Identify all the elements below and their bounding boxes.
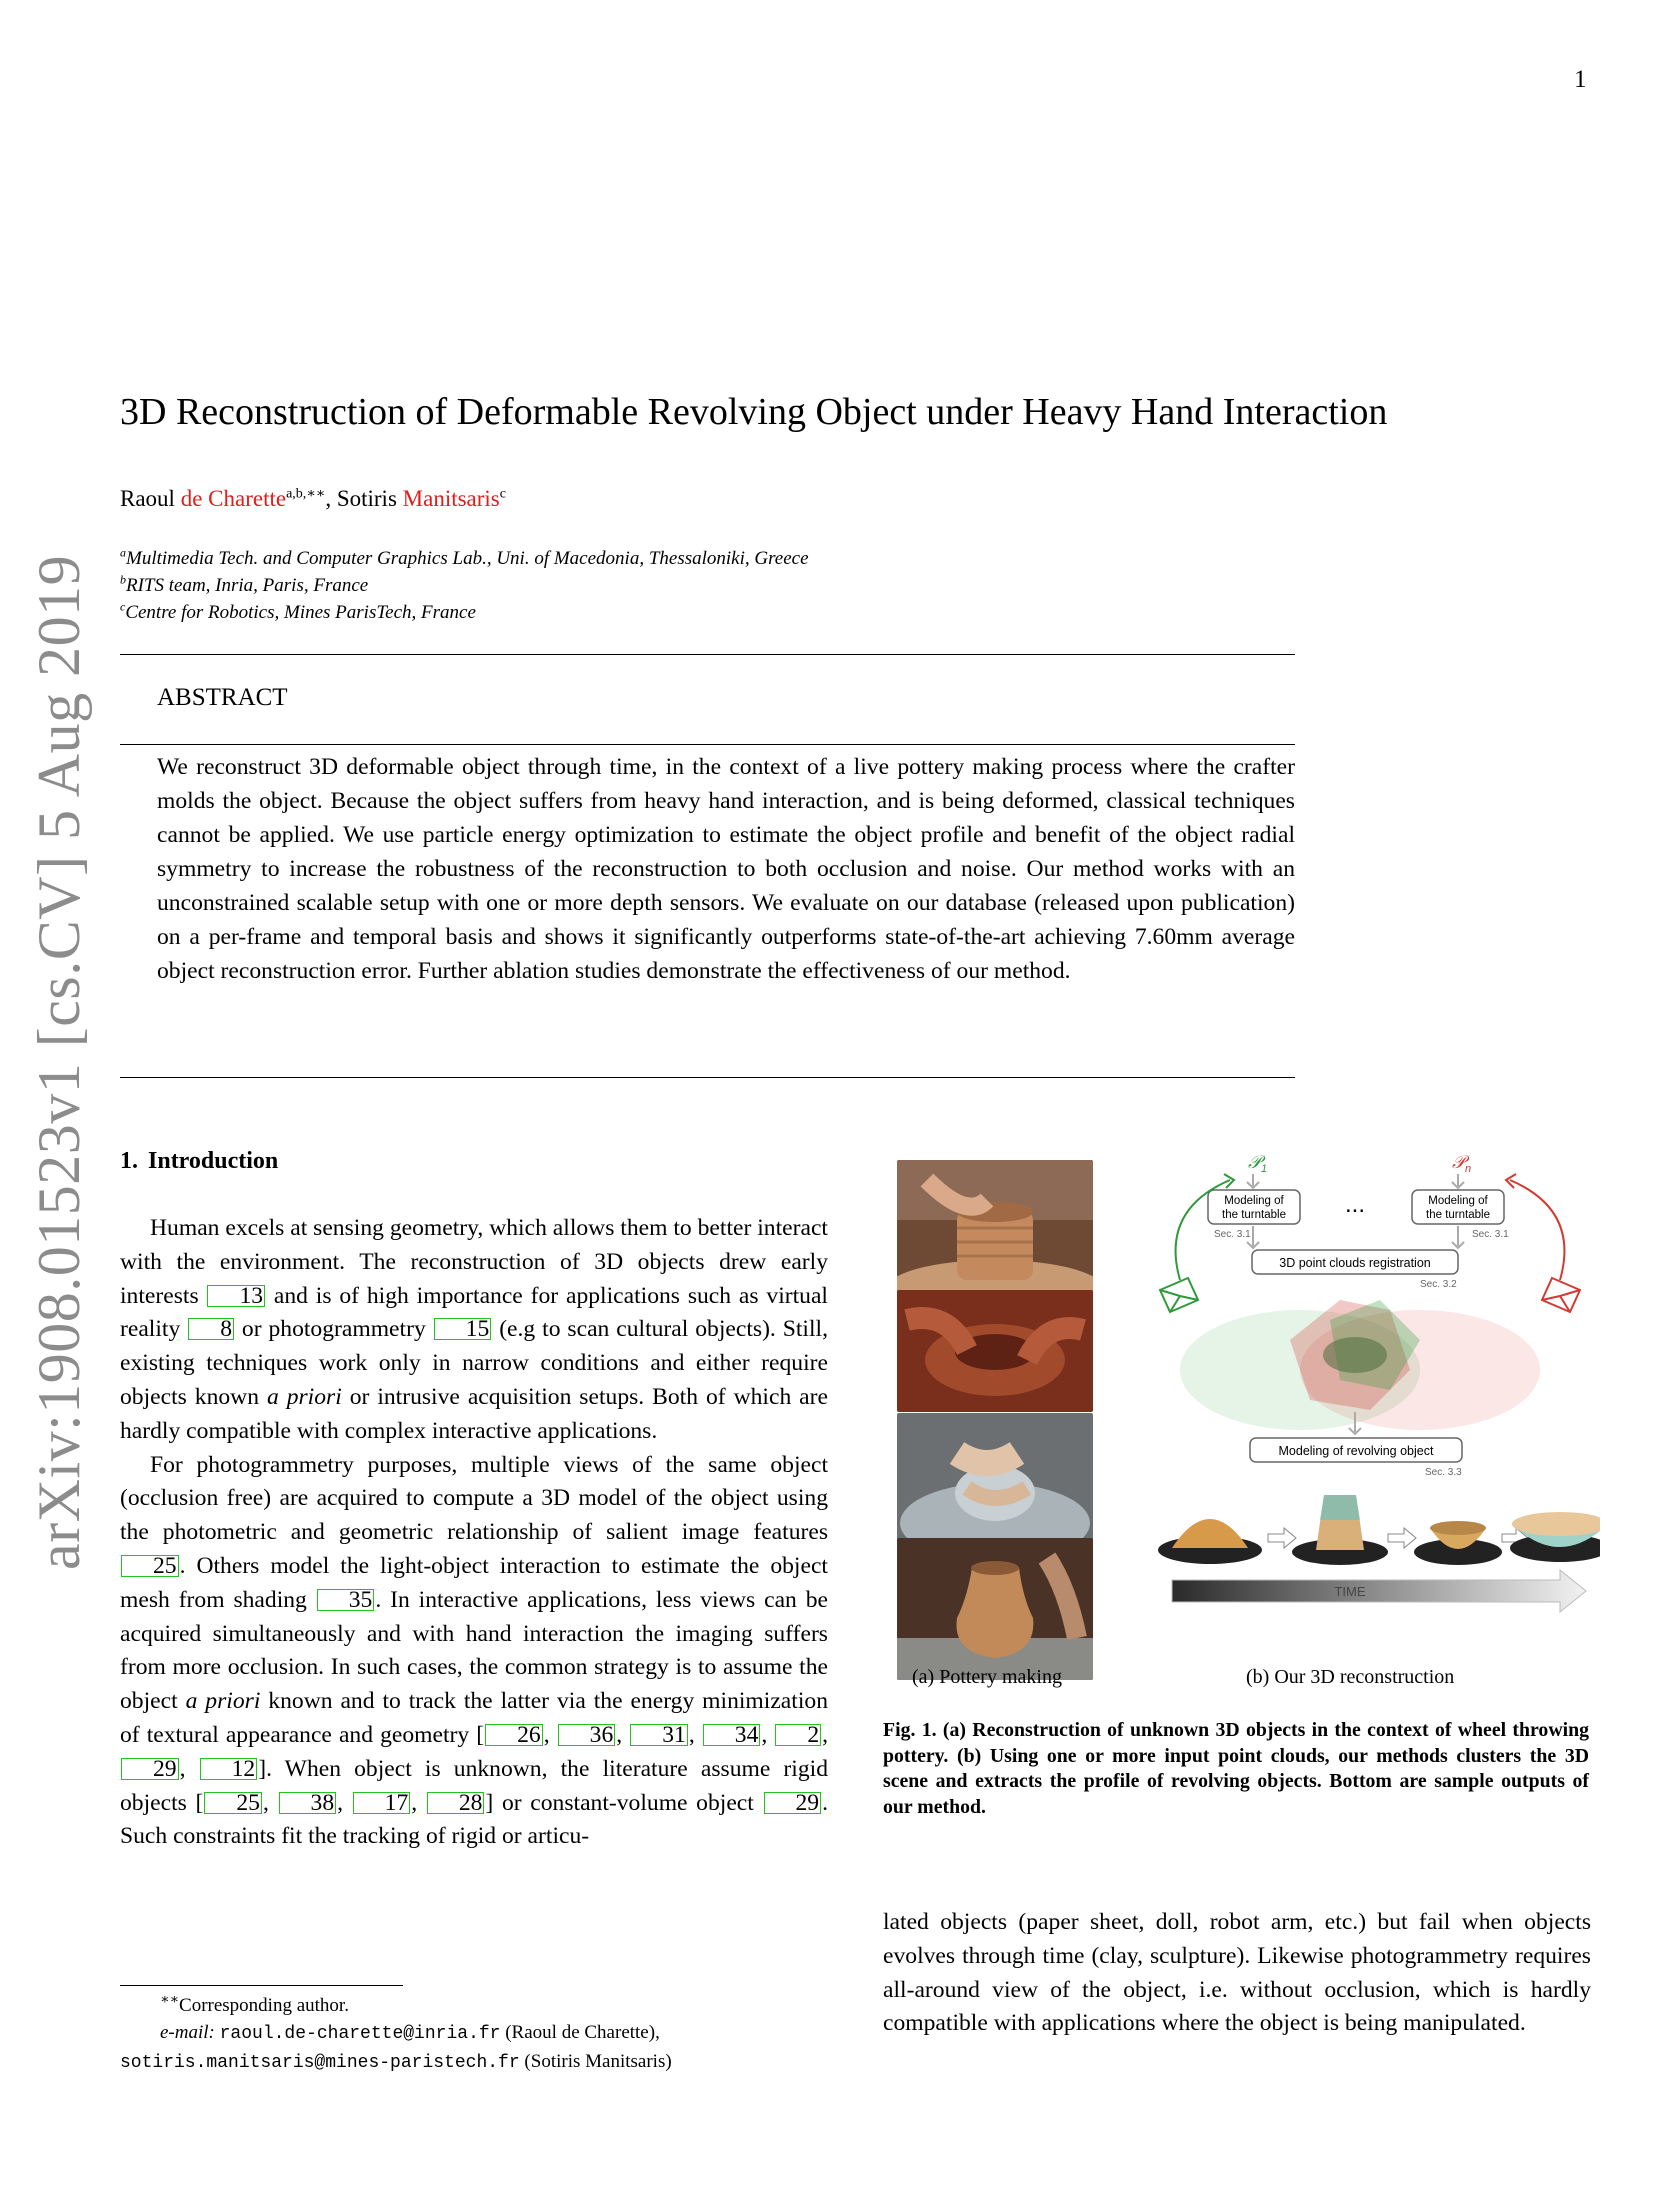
footnote bbox=[120, 1992, 840, 2077]
box-text: Modeling of bbox=[1428, 1195, 1488, 1207]
citation-link[interactable]: 38 bbox=[279, 1792, 337, 1814]
text: or intrusive acquisition setups. Both of which are hardly compatible with complex interactive applications. bbox=[120, 1383, 828, 1444]
email-link-2[interactable]: sotiris.manitsaris@mines-paristech.fr bbox=[120, 2053, 520, 2073]
box-turntable-right bbox=[1412, 1190, 1504, 1224]
citation-link[interactable]: 17 bbox=[353, 1792, 411, 1814]
author2-last-link[interactable]: Manitsaris bbox=[402, 486, 500, 511]
text: . When object is unknown, the literature assume rigid objects bbox=[120, 1755, 828, 1816]
citation-link[interactable]: 36 bbox=[558, 1724, 616, 1746]
section-heading-introduction bbox=[120, 1148, 288, 1175]
author1-marks: a,b,∗∗ bbox=[286, 486, 326, 502]
text: and is of high importance for applications such as virtual reality bbox=[120, 1282, 828, 1343]
footnote-corresponding bbox=[120, 1992, 840, 2019]
italic-text: a priori bbox=[266, 1383, 342, 1410]
abstract-body: We reconstruct 3D deformable object through time, in the context of a live pottery making process where the crafter molds the object. Because the object suffers from heavy hand interaction, and is being deformed, classical techniques cannot be applied. We use particle energy optimization to estimate the object profile and benefit of the object radial symmetry to increase the robustness of the reconstruction to both occlusion and noise. Our method works with an unconstrained scalable setup with one or more depth sensors. We evaluate on our database (released upon publication) on a per-frame and temporal basis and shows it significantly outperforms state-of-the-art achieving 7.60mm average object reconstruction error. Further ablation studies demonstrate the effectiveness of our method. bbox=[157, 754, 1295, 984]
box-revolving bbox=[1250, 1438, 1462, 1462]
affiliation-mark: b bbox=[120, 572, 126, 587]
footnote-email-line-2 bbox=[120, 2048, 840, 2077]
sec-label-registration: Sec. 3.2 bbox=[1420, 1279, 1457, 1290]
arrow-right-icon bbox=[1268, 1528, 1296, 1548]
pottery-photo-2 bbox=[897, 1290, 1093, 1412]
affiliation-b bbox=[120, 572, 369, 597]
citation-link[interactable]: 25 bbox=[121, 1555, 179, 1577]
text: Human excels at sensing geometry, which allows them to better interact with the environment. The reconstruction of 3D objects drew early interests bbox=[120, 1215, 828, 1309]
rule-top bbox=[120, 654, 1295, 655]
abstract-heading: ABSTRACT bbox=[157, 684, 288, 711]
left-column bbox=[120, 1212, 828, 1854]
subcaption-a: (a) Pottery making bbox=[912, 1666, 1062, 1688]
time-label: TIME bbox=[1334, 1584, 1366, 1599]
box-text: the turntable bbox=[1222, 1209, 1286, 1221]
affiliation-text: RITS team, Inria, Paris, France bbox=[126, 575, 369, 596]
paper-title: 3D Reconstruction of Deformable Revolving Object under Heavy Hand Interaction bbox=[120, 391, 1388, 433]
citation-link[interactable]: 15 bbox=[434, 1318, 492, 1340]
box-turntable-left bbox=[1208, 1190, 1300, 1224]
text: known and to track the latter via the energy minimization of textural appearance and geometry bbox=[120, 1688, 828, 1748]
citation-link[interactable]: 34 bbox=[703, 1724, 761, 1746]
citation-link[interactable]: 12 bbox=[200, 1758, 258, 1780]
figure-caption: Fig. 1. (a) Reconstruction of unknown 3D objects in the context of wheel throwing pottery. (b) Using one or more input point clouds, our methods clusters the 3D scene and extracts the profile of revolving objects. Bottom are sample outputs of our method. bbox=[883, 1719, 1589, 1818]
intro-paragraph-3: lated objects (paper sheet, doll, robot arm, etc.) but fail when objects evolves through time (clay, sculpture). Likewise photogrammetry requires all-around view of the object, i.e. without occlusion, which is hardly compatible with applications where the object is being manipulated. bbox=[883, 1909, 1591, 2037]
box-text: Modeling of bbox=[1224, 1195, 1284, 1207]
ellipsis: ... bbox=[1344, 1191, 1366, 1218]
citation-link[interactable]: 8 bbox=[188, 1318, 234, 1340]
email-label: e-mail: bbox=[160, 2022, 215, 2043]
arrow-right-icon bbox=[1388, 1528, 1416, 1548]
affiliation-mark: c bbox=[120, 599, 126, 614]
right-column bbox=[883, 1906, 1591, 2041]
box-text: the turntable bbox=[1426, 1209, 1490, 1221]
author-separator: , Sotiris bbox=[325, 486, 403, 511]
citation-link[interactable]: 35 bbox=[317, 1589, 375, 1611]
p1-label: 𝒫$_1$ bbox=[1248, 1152, 1268, 1175]
subcaption-b: (b) Our 3D reconstruction bbox=[1246, 1666, 1455, 1688]
text: . In interactive applications, less views can be acquired simultaneously and with hand interaction the imaging suffers from more occlusion. In such cases, the common strategy is to assume the object bbox=[120, 1586, 829, 1715]
section-number: 1. bbox=[120, 1148, 138, 1174]
intro-paragraph-1 bbox=[120, 1212, 828, 1449]
arrow-down-icon bbox=[1247, 1174, 1259, 1188]
authors bbox=[120, 486, 506, 512]
footnote-rule bbox=[120, 1985, 403, 1986]
page-number: 1 bbox=[1574, 66, 1587, 93]
sec-label-right: Sec. 3.1 bbox=[1472, 1229, 1509, 1240]
author2-marks: c bbox=[499, 486, 506, 502]
rule-bottom bbox=[120, 1077, 1295, 1078]
sec-label-left: Sec. 3.1 bbox=[1214, 1229, 1251, 1240]
footnote-text: Corresponding author. bbox=[179, 1995, 349, 2016]
citation-link[interactable]: 31 bbox=[630, 1724, 688, 1746]
camera-red-icon bbox=[1542, 1278, 1580, 1312]
email-link-1[interactable]: raoul.de-charette@inria.fr bbox=[219, 2024, 501, 2044]
author1-last-link[interactable]: de Charette bbox=[180, 486, 287, 511]
affiliation-text: Centre for Robotics, Mines ParisTech, France bbox=[125, 602, 476, 623]
section-title: Introduction bbox=[148, 1148, 279, 1174]
italic-text: a priori bbox=[185, 1688, 261, 1715]
citation-link[interactable]: 29 bbox=[121, 1758, 179, 1780]
footnote-mark: ∗∗ bbox=[160, 1992, 180, 2008]
arrow-down-icon bbox=[1452, 1174, 1464, 1188]
text: or constant-volume object bbox=[493, 1789, 763, 1816]
affiliation-a bbox=[120, 545, 809, 570]
red-curve-arrow-icon bbox=[1510, 1180, 1564, 1280]
text: . Such constraints fit the tracking of rigid or articu- bbox=[120, 1789, 828, 1850]
time-arrow bbox=[1172, 1570, 1586, 1612]
text: For photogrammetry purposes, multiple views of the same object (occlusion free) are acquired to compute a 3D model of the object using the photometric and geometric relationship of salient image features bbox=[120, 1451, 828, 1546]
citation-link[interactable]: 29 bbox=[764, 1792, 822, 1814]
arxiv-stamp: arXiv:1908.01523v1 [cs.CV] 5 Aug 2019 bbox=[26, 554, 92, 1570]
citation-link[interactable]: 25 bbox=[204, 1792, 262, 1814]
box-text: Modeling of revolving object bbox=[1278, 1444, 1434, 1458]
camera-green-icon bbox=[1160, 1278, 1198, 1312]
rule-abstract bbox=[120, 744, 1295, 745]
sample-output-2 bbox=[1292, 1495, 1388, 1565]
affiliation-text: Multimedia Tech. and Computer Graphics Lab., Uni. of Macedonia, Thessaloniki, Greece bbox=[126, 548, 809, 569]
citation-link[interactable]: 28 bbox=[427, 1792, 485, 1814]
point-cloud bbox=[1180, 1300, 1540, 1430]
affiliation-c bbox=[120, 599, 476, 624]
reconstruction-diagram bbox=[1140, 1150, 1600, 1650]
arrow-down-icon bbox=[1452, 1226, 1464, 1248]
pottery-photo-4 bbox=[897, 1538, 1093, 1680]
text: . Others model the light-object interaction to estimate the object mesh from shading bbox=[120, 1552, 828, 1613]
text: (e.g to scan cultural objects). Still, existing techniques work only in narrow conditions and either require objects known bbox=[120, 1316, 828, 1410]
email-owner-1: (Raoul de Charette), bbox=[500, 2022, 660, 2043]
intro-paragraph-2: For photogrammetry purposes, multiple views of the same object (occlusion free) are acquired to compute a 3D model of the object using the photometric and geometric relationship of salient image features 25 . Others model the light-object interaction to estimate the object mesh from shading 35 . In interactive applications, less views can be acquired simultaneously and with hand interaction the imaging suffers from more occlusion. In such cases, the common strategy is to assume the object a priori known and to track the latter via the energy minimization of textural appearance and geometry [ 26 , 36 , 31 , 34 , 2 , 29 , 12 ]. When object is unknown, the literature assume rigid objects [ 25 , 38 , 17 , 28 ] or constant-volume object 29 . Such constraints fit the tracking of rigid or articu- bbox=[120, 1451, 829, 1850]
email-owner-2: (Sotiris Manitsaris) bbox=[519, 2051, 672, 2072]
citation-link[interactable]: 2 bbox=[775, 1724, 821, 1746]
sec-label-revolving: Sec. 3.3 bbox=[1425, 1467, 1462, 1478]
box-registration bbox=[1252, 1250, 1458, 1274]
footnote-email-line bbox=[120, 2019, 840, 2048]
citation-link[interactable]: 26 bbox=[485, 1724, 543, 1746]
affiliation-mark: a bbox=[120, 545, 126, 560]
box-text: 3D point clouds registration bbox=[1279, 1256, 1431, 1270]
pn-label: 𝒫$_n$ bbox=[1452, 1152, 1472, 1175]
text: or photogrammetry bbox=[234, 1316, 433, 1343]
author1-first: Raoul bbox=[120, 486, 181, 511]
sample-output-3 bbox=[1414, 1521, 1502, 1565]
citation-link[interactable]: 13 bbox=[207, 1285, 265, 1307]
sample-output-1 bbox=[1158, 1519, 1262, 1564]
